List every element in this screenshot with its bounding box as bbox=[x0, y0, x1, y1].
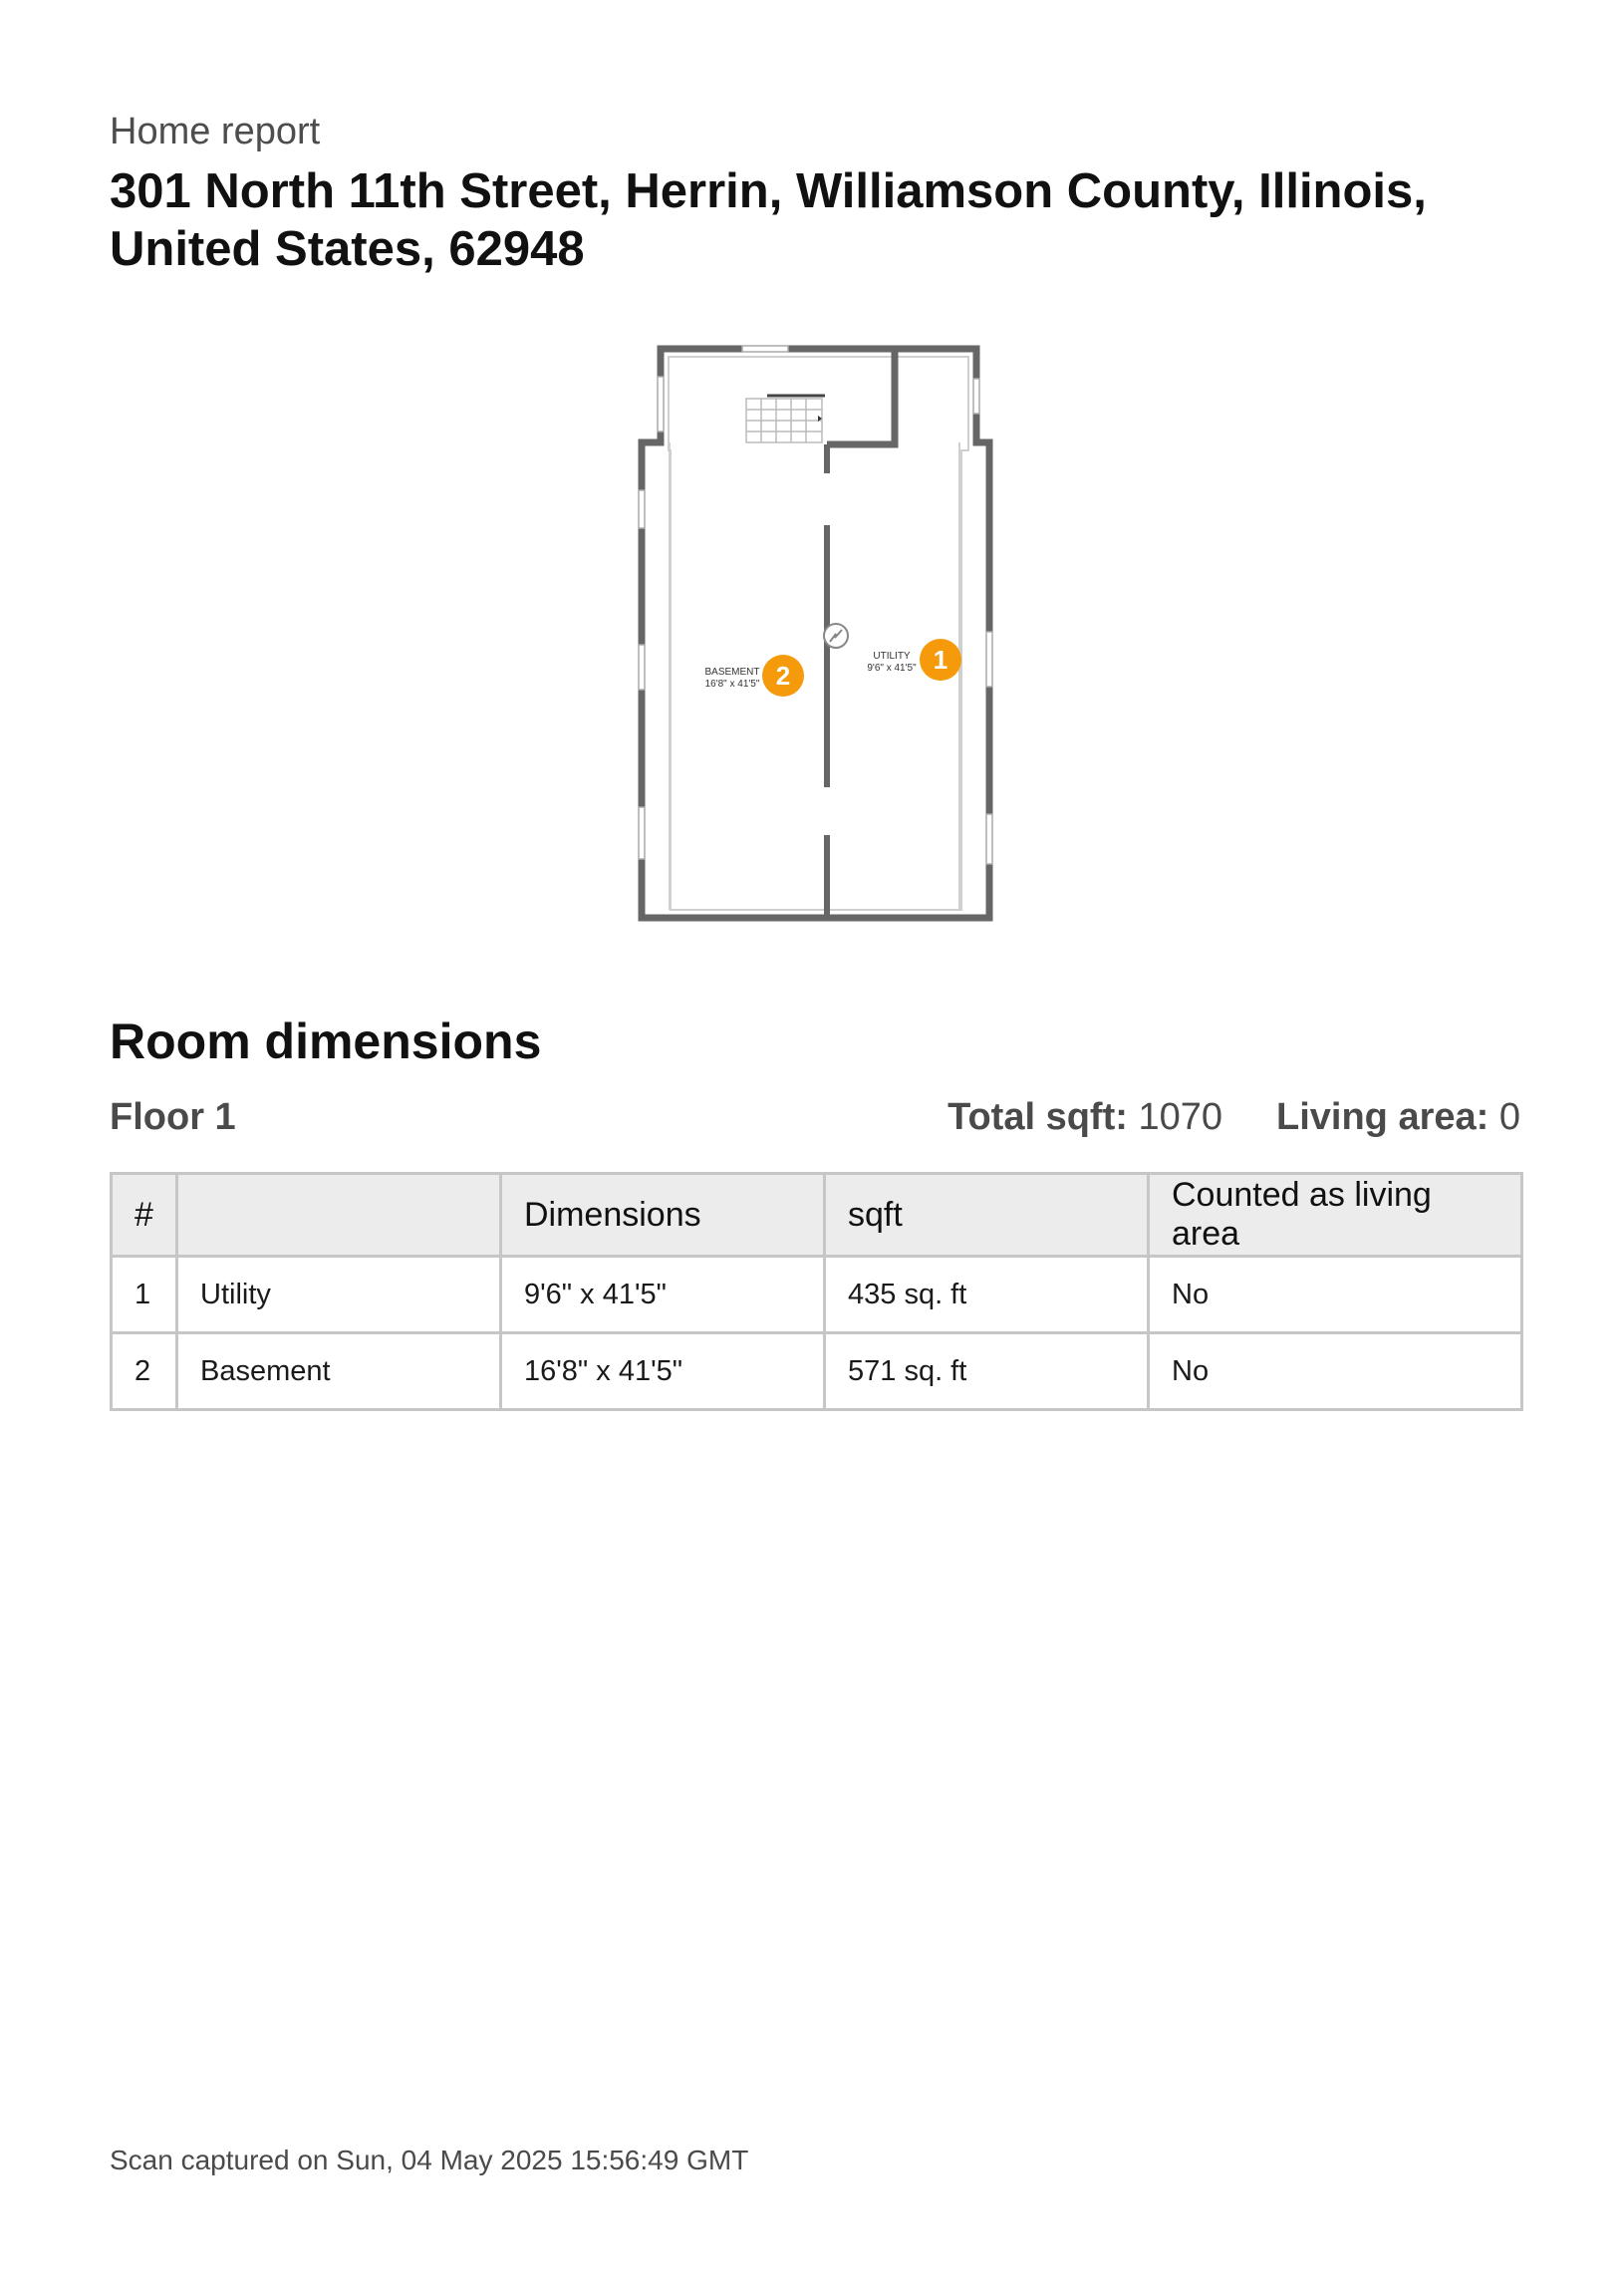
cell-room-name: Basement bbox=[177, 1333, 501, 1410]
door-opening bbox=[824, 473, 830, 525]
room-marker-number: 2 bbox=[775, 661, 791, 691]
table-header-row bbox=[112, 1174, 1522, 1257]
stairs-icon bbox=[746, 396, 825, 442]
report-type-label: Home report bbox=[110, 111, 321, 152]
window-icon bbox=[986, 814, 992, 864]
column-header-room bbox=[177, 1174, 501, 1257]
cell-living-area: No bbox=[1149, 1257, 1522, 1333]
window-icon bbox=[639, 807, 645, 859]
room-label-utility: UTILITY bbox=[873, 651, 911, 662]
living-area-label: Living area: bbox=[1276, 1096, 1489, 1138]
cell-number: 1 bbox=[112, 1257, 177, 1333]
living-area-value: 0 bbox=[1498, 1096, 1520, 1138]
cell-sqft: 435 sq. ft bbox=[825, 1257, 1149, 1333]
floor-plan bbox=[628, 339, 1006, 937]
room-label-basement: BASEMENT bbox=[704, 667, 760, 678]
column-header-number: # bbox=[112, 1174, 177, 1257]
room-dimensions-table bbox=[110, 1172, 1523, 1411]
window-icon bbox=[742, 346, 788, 352]
scan-timestamp: Scan captured on Sun, 04 May 2025 15:56:49 GMT bbox=[110, 2145, 749, 2175]
page-title: 301 North 11th Street, Herrin, Williamson County, Illinois, United States, 62948 bbox=[110, 164, 1427, 276]
cell-living-area: No bbox=[1149, 1333, 1522, 1410]
water-heater-icon bbox=[824, 624, 848, 648]
cell-room-name: Utility bbox=[177, 1257, 501, 1333]
table-row bbox=[112, 1333, 1522, 1410]
cell-dimensions: 9'6" x 41'5" bbox=[501, 1257, 825, 1333]
window-icon bbox=[986, 632, 992, 687]
window-icon bbox=[973, 379, 979, 414]
total-sqft-value: 1070 bbox=[1138, 1096, 1222, 1138]
floor-summary bbox=[110, 1092, 1520, 1142]
door-opening bbox=[824, 787, 830, 835]
room-dims-basement: 16'8" x 41'5" bbox=[704, 679, 760, 690]
floor-label: Floor 1 bbox=[110, 1096, 236, 1138]
section-title: Room dimensions bbox=[110, 1013, 542, 1069]
total-sqft-stat bbox=[947, 1092, 1222, 1142]
column-header-sqft: sqft bbox=[825, 1174, 1149, 1257]
window-icon bbox=[639, 645, 645, 690]
floor-stats bbox=[894, 1092, 1520, 1142]
cell-dimensions: 16'8" x 41'5" bbox=[501, 1333, 825, 1410]
column-header-dimensions: Dimensions bbox=[501, 1174, 825, 1257]
total-sqft-label: Total sqft: bbox=[947, 1096, 1128, 1138]
room-marker-number: 1 bbox=[933, 645, 948, 675]
table-row bbox=[112, 1257, 1522, 1333]
window-icon bbox=[639, 490, 645, 528]
window-icon bbox=[658, 377, 664, 431]
cell-sqft: 571 sq. ft bbox=[825, 1333, 1149, 1410]
living-area-stat bbox=[1276, 1092, 1520, 1142]
column-header-living-area: Counted as living area bbox=[1149, 1174, 1522, 1257]
room-marker-utility[interactable] bbox=[920, 639, 961, 681]
room-marker-basement[interactable] bbox=[762, 655, 804, 697]
room-dims-utility: 9'6" x 41'5" bbox=[867, 663, 917, 674]
cell-number: 2 bbox=[112, 1333, 177, 1410]
